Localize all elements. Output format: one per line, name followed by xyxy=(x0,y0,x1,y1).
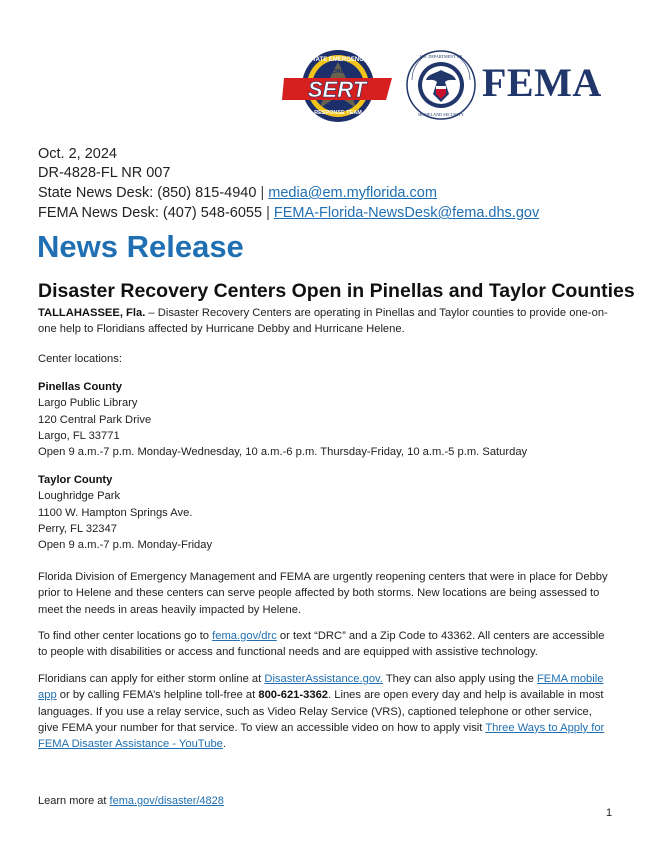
fema-drc-link[interactable]: fema.gov/drc xyxy=(212,630,277,642)
location-name: Loughridge Park xyxy=(38,490,121,503)
lead-text: – Disaster Recovery Centers are operating in Pinellas and Taylor counties to provide one-on-one help to Floridians affected by Hurricane Debby and Hurricane Helene. xyxy=(38,307,608,336)
division-paragraph: Florida Division of Emergency Management and FEMA are urgently reopening centers that were in place for Debby prior to Helene and these centers can serve people affected by both storms. New locations are being assessed to meet the needs in areas heavily impacted by Helene. xyxy=(38,571,608,616)
location-county: Taylor County xyxy=(38,474,113,486)
apply-paragraph xyxy=(38,671,613,752)
lead-paragraph xyxy=(38,305,613,338)
release-number: DR-4828-FL NR 007 xyxy=(38,165,171,181)
sert-logo-bottom-text: RESPONSE TEAM xyxy=(314,110,362,116)
helpline-phone: 800-621-3362 xyxy=(258,689,329,702)
dhs-seal-icon xyxy=(406,50,476,120)
disaster-page-link[interactable]: fema.gov/disaster/4828 xyxy=(109,795,224,807)
location-hours: Open 9 a.m.-7 p.m. Monday-Friday xyxy=(38,539,213,552)
page-number: 1 xyxy=(606,807,613,819)
location-address: 120 Central Park Drive xyxy=(38,413,152,426)
learn-more-text: Learn more at xyxy=(38,795,110,807)
find-centers-paragraph xyxy=(38,628,613,661)
release-date: Oct. 2, 2024 xyxy=(38,146,117,162)
youtube-video-link[interactable]: Three Ways to Apply for FEMA Disaster Assistance - YouTube xyxy=(38,721,605,751)
state-desk-email-link[interactable]: media@em.myflorida.com xyxy=(268,185,437,201)
location-city: Largo, FL 33771 xyxy=(38,429,120,442)
fema-desk-email-link[interactable]: FEMA-Florida-NewsDesk@fema.dhs.gov xyxy=(273,205,540,221)
sert-logo-main-text: SERT xyxy=(307,77,367,102)
apply-text-4: . Lines are open every day and help is available in most languages. If you use a relay service, such as Video Relay Service (VRS), captioned telephone or other service, give FEMA your number for that service. To view an accessible video on how to apply visit xyxy=(38,689,604,734)
separator: | xyxy=(266,205,270,221)
apply-text-2: They can also apply using the xyxy=(382,673,537,685)
svg-text:U.S. DEPARTMENT OF: U.S. DEPARTMENT OF xyxy=(419,54,463,59)
find-text-before: To find other center locations go to xyxy=(38,630,213,642)
center-locations-label: Center locations: xyxy=(38,353,122,365)
apply-text-5: . xyxy=(222,738,226,751)
sert-logo xyxy=(280,48,396,124)
svg-text:HOMELAND SECURITY: HOMELAND SECURITY xyxy=(418,112,464,117)
apply-text-1: Floridians can apply for either storm online at xyxy=(38,673,265,685)
fema-mobile-app-link[interactable]: FEMA mobile app xyxy=(38,673,604,702)
state-news-desk-label: State News Desk: (850) 815-4940 xyxy=(38,185,257,201)
location-address: 1100 W. Hampton Springs Ave. xyxy=(38,506,193,519)
location-block xyxy=(38,472,613,553)
fema-wordmark: FEMA xyxy=(482,60,602,105)
dateline: TALLAHASSEE, Fla. xyxy=(38,307,146,319)
sert-logo-top-text: STATE EMERGENCY xyxy=(308,57,368,63)
page-title: News Release xyxy=(37,229,244,264)
disaster-assistance-link[interactable]: DisasterAssistance.gov. xyxy=(264,673,383,685)
location-name: Largo Public Library xyxy=(38,397,138,410)
location-hours: Open 9 a.m.-7 p.m. Monday-Wednesday, 10 a.m.-6 p.m. Thursday-Friday, 10 a.m.-5 p.m. Saturday xyxy=(38,446,528,459)
state-news-desk xyxy=(38,184,437,203)
separator: | xyxy=(260,185,265,201)
location-county: Pinellas County xyxy=(38,381,122,393)
location-city: Perry, FL 32347 xyxy=(38,522,117,535)
fema-news-desk xyxy=(38,204,539,223)
learn-more-footer xyxy=(38,795,224,807)
fema-news-desk-label: FEMA News Desk: (407) 548-6055 xyxy=(38,205,263,221)
find-text-after: or text “DRC” and a Zip Code to 43362. All centers are accessible to people with disabilities or access and functional needs and are equipped with assistive technology. xyxy=(38,630,605,659)
location-block xyxy=(38,379,613,460)
apply-text-3: or by calling FEMA’s helpline toll-free at xyxy=(56,689,259,702)
sert-logo-state-text: FLORIDA xyxy=(325,69,351,75)
headline: Disaster Recovery Centers Open in Pinellas and Taylor Counties xyxy=(38,280,635,302)
header-logos xyxy=(280,48,610,126)
